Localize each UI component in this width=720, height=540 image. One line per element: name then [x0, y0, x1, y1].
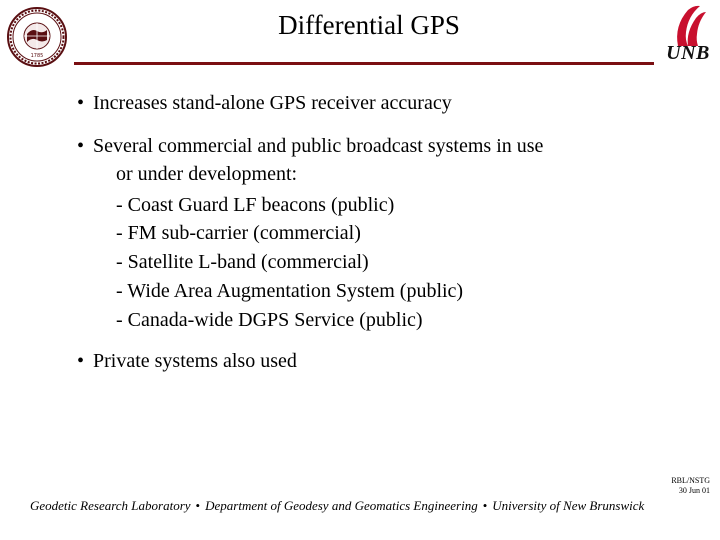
sub-item: - Wide Area Augmentation System (public) [116, 280, 464, 302]
sub-item: - Coast Guard LF beacons (public) [116, 194, 395, 216]
footer-separator: • [195, 498, 201, 513]
bullet-icon: • [77, 135, 85, 157]
title-rule [74, 62, 654, 65]
footer [30, 496, 700, 516]
bullet-text: Increases stand-alone GPS receiver accuracy [93, 92, 452, 114]
unb-logo-text: UNB [666, 42, 710, 64]
footer-department: Department of Geodesy and Geomatics Engineering [205, 498, 478, 513]
footer-lab: Geodetic Research Laboratory [30, 498, 191, 513]
author-initials: RBL/NSTG [671, 476, 710, 485]
bullet-icon: • [77, 350, 85, 372]
page-title: Differential GPS [278, 10, 460, 40]
author-stamp [630, 476, 710, 496]
bullet-icon: • [77, 92, 85, 114]
bullet-item [77, 90, 677, 117]
sub-item: - Canada-wide DGPS Service (public) [116, 309, 423, 331]
sub-item: - FM sub-carrier (commercial) [116, 222, 361, 244]
sub-item: - Satellite L-band (commercial) [116, 251, 369, 273]
footer-separator: • [482, 498, 488, 513]
bullet-item [77, 133, 677, 160]
svg-text:1785: 1785 [30, 53, 44, 59]
footer-university: University of New Brunswick [492, 498, 645, 513]
author-date: 30 Jun 01 [678, 486, 710, 495]
bullet-text: Private systems also used [93, 350, 297, 372]
bullet-text: Several commercial and public broadcast systems in use [93, 135, 544, 157]
bullet-continuation: or under development: [116, 163, 298, 185]
bullet-item [77, 348, 677, 375]
